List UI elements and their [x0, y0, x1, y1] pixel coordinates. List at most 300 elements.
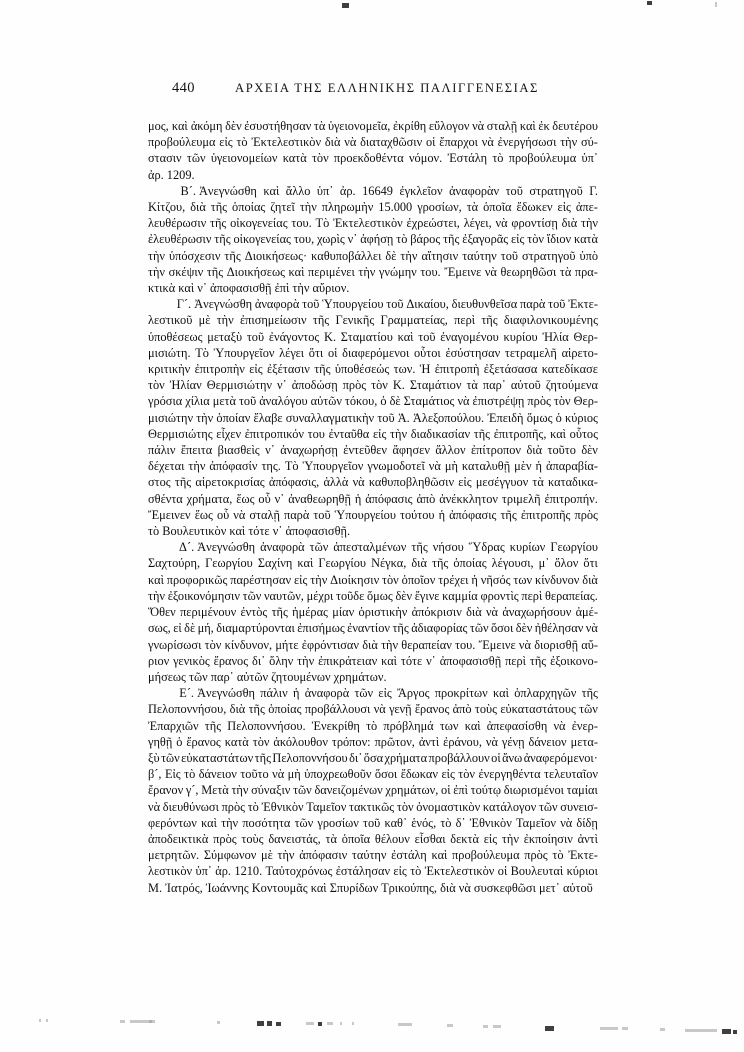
word: ἡ — [438, 507, 446, 522]
word: παρὰ — [520, 297, 546, 312]
word: καὶ — [397, 329, 414, 344]
word: ἡ — [471, 572, 478, 587]
word: Ἐκτε- — [568, 297, 598, 312]
word: τῆς — [224, 248, 241, 263]
word: αἱρετο- — [561, 345, 598, 360]
word: αὔ- — [581, 637, 598, 652]
word: πρα- — [574, 264, 598, 279]
word: τὴν — [297, 653, 315, 668]
word: χρημάτων, — [385, 783, 439, 798]
text-line — [148, 507, 598, 523]
word: δὲν — [581, 443, 598, 458]
text-line — [148, 620, 598, 636]
word: οὗ — [258, 491, 271, 506]
word: μετὰ — [212, 394, 236, 409]
word: τὴν — [196, 410, 214, 425]
word: ὑγειονομείων — [210, 151, 278, 166]
word: Διοίκησιν — [330, 572, 380, 587]
word: Θερ- — [573, 329, 598, 344]
word: δὲν — [395, 588, 413, 603]
word: εἰς — [249, 362, 263, 377]
word: ὑπ᾽ — [316, 183, 334, 198]
word: Τὸ — [195, 345, 209, 360]
word: τῶν — [469, 621, 489, 636]
word: ὁποίας — [268, 702, 302, 717]
word: ὅσα — [363, 750, 384, 765]
paragraph-indent — [148, 539, 174, 555]
word: καὶ — [431, 848, 448, 863]
word: καὶ — [148, 572, 164, 587]
word: φροντὶς — [480, 588, 519, 603]
word: ὑπ᾽ — [581, 151, 598, 166]
word: 15.000 — [378, 200, 413, 215]
word: εἰς — [557, 200, 571, 215]
word: νὰ — [485, 605, 499, 620]
word: τὴν — [560, 135, 578, 150]
word: Γεωργίου — [550, 540, 598, 555]
word: ἐντὸς — [240, 605, 268, 620]
word: διαφερόμενοι — [342, 345, 410, 360]
text-line — [148, 782, 598, 798]
word: μεσέγγυον — [475, 475, 529, 490]
word: πάλιν — [148, 443, 176, 458]
scan-artifact — [120, 1020, 125, 1023]
word: ἀναχωρήσῃ — [280, 443, 338, 458]
text-line — [148, 264, 598, 280]
text-line — [148, 604, 598, 620]
word: πρὸς — [524, 848, 548, 863]
word: ἄνω — [502, 750, 523, 765]
word: τακτικῶς — [349, 799, 395, 814]
word: ἡ — [292, 686, 300, 701]
word: Θερ- — [573, 394, 598, 409]
word: διὰ — [466, 605, 482, 620]
scan-artifact — [39, 1019, 41, 1022]
word: ἔλαβε — [253, 410, 283, 425]
word: ἀποφασισθῇ — [439, 653, 502, 668]
text-line — [148, 555, 598, 571]
word: χρήματα — [384, 750, 428, 765]
text-line — [148, 685, 598, 701]
word: Ἠλίαν — [169, 378, 202, 393]
word: ἐπιτροπὴ — [434, 362, 480, 377]
word: ἐπιτροπικόν — [244, 426, 304, 441]
word: παρὰ — [283, 507, 310, 522]
word: καθ᾽ — [384, 815, 408, 830]
scan-artifact — [318, 1022, 322, 1026]
word: νὰ — [472, 119, 485, 133]
word: τὰ — [466, 200, 479, 215]
word: ἐξέτασιν — [267, 362, 310, 377]
word: μεταξὺ — [207, 329, 243, 344]
word: ἔδωκεν — [516, 200, 553, 215]
word: οἰκογενείας — [233, 232, 291, 247]
word: νὰ — [352, 475, 365, 490]
word: τῆς — [431, 556, 449, 571]
word: ἐχρεώστει, — [406, 216, 460, 231]
word: τὸ — [492, 151, 504, 166]
word: γνωρίσωσι — [148, 637, 202, 652]
word: οἱ — [441, 783, 451, 798]
word: τὸν — [527, 232, 544, 247]
word: Ὅθεν — [148, 605, 176, 620]
word: τῆς — [481, 313, 498, 328]
word: τῆς — [204, 718, 222, 733]
word: τοῦ — [238, 394, 257, 409]
word: ὅμως — [366, 588, 393, 603]
word: τριμελῆ — [501, 491, 541, 506]
word: Ὑπουργείου — [334, 507, 396, 522]
word: ἀπόφασιν — [299, 848, 348, 863]
word: τὰ — [466, 378, 478, 393]
word: σως, — [148, 621, 171, 636]
word: δὲν — [515, 621, 533, 636]
word: ἀντὶ — [418, 734, 440, 749]
word: ἐπὶ — [453, 783, 468, 798]
word: ἐράνου, — [443, 734, 482, 749]
word: Νέγκα, — [371, 556, 407, 571]
word: τοῦ — [548, 297, 566, 312]
word: τοῦ — [363, 815, 381, 830]
word: τῶν — [538, 799, 558, 814]
word: ὑποθέσεώς — [334, 362, 390, 377]
word: ὁποῖα — [483, 200, 512, 215]
word: πρόβλημά — [383, 718, 434, 733]
word: ἀρ. — [339, 183, 356, 198]
word: σταλῇ — [486, 119, 518, 133]
word: φερόντων — [148, 815, 197, 830]
word: λέγει, — [463, 216, 492, 231]
word: ν᾽ — [274, 491, 285, 506]
word: ἀμέ- — [575, 605, 598, 620]
word: ἀπόφασις, — [268, 475, 320, 490]
scan-artifact — [545, 1026, 554, 1031]
word: τὸ — [410, 864, 422, 879]
word: τὰ — [559, 264, 572, 279]
word: ἀποδεικτικὰ — [148, 831, 209, 846]
word: πρὸς — [221, 799, 246, 814]
text-line — [148, 215, 598, 231]
scan-artifact — [733, 1030, 737, 1034]
word: ἀφήσῃ — [360, 232, 394, 247]
word: Θερμισιώτης — [148, 426, 213, 441]
word: τούτου — [400, 507, 435, 522]
word: καθυποβληθῶσιν — [368, 475, 455, 490]
word: Δικαίου, — [406, 297, 449, 312]
word: τὸ — [440, 815, 452, 830]
word: της. — [261, 459, 281, 474]
word: καὶ — [464, 718, 481, 733]
word: παρ᾽ — [482, 378, 506, 393]
word: τῆς — [392, 621, 409, 636]
word: εἰς — [511, 232, 525, 247]
word: τῆς — [473, 426, 491, 441]
word: συναλλαγματικὴν — [285, 410, 375, 425]
text-line — [148, 750, 598, 766]
word: προφορικῶς — [166, 572, 228, 587]
word: πρὸς — [213, 831, 237, 846]
paragraph — [148, 685, 598, 896]
running-title: ΑΡΧΕΙΑ ΤΗΣ ΕΛΛΗΝΙΚΗΣ ΠΑΛΙΓΓΕΝΕΣΙΑΣ — [235, 81, 539, 95]
word: μ᾽ — [538, 556, 550, 571]
word: ἐφρόντισαν — [301, 637, 359, 652]
word: σταλῇ — [249, 507, 280, 522]
word: ζητεῖ — [270, 200, 295, 215]
word: ἀπεσταλμένων — [333, 540, 407, 555]
word: τρέχει — [438, 572, 469, 587]
scan-artifact — [257, 1021, 264, 1026]
word: τὸ — [236, 135, 248, 150]
text-line — [148, 637, 598, 653]
scan-artifact — [267, 1021, 272, 1026]
paragraph — [148, 183, 598, 296]
word: βάρος — [410, 232, 441, 247]
word: πρὸς — [342, 378, 367, 393]
word: θεραπείας. — [544, 588, 598, 603]
word: Ἐπαρχιῶν — [148, 718, 199, 733]
word: τὸν — [396, 799, 414, 814]
word: 1210. — [234, 864, 263, 879]
word: Ἔμεινε — [444, 264, 482, 279]
word: ἐναντίον — [347, 621, 391, 636]
word: λευθέρωσιν — [148, 216, 207, 231]
word: τὸν — [148, 378, 165, 393]
word: ὑπὸ — [579, 248, 598, 263]
word: τὰ — [313, 119, 326, 133]
text-line: μήσεως τῶν παρ᾽ αὐτῶν ζητουμένων χρημάτων. — [148, 669, 387, 684]
word: ν᾽ — [426, 653, 436, 668]
word: ἀπόφασίν — [209, 459, 258, 474]
scan-artifact — [340, 1022, 342, 1025]
word: ἀναφορὰ — [254, 297, 300, 312]
word: Σαχίνη — [257, 556, 293, 571]
word: γενῇ — [389, 702, 412, 717]
word: ἡμέρας — [292, 605, 328, 620]
scan-artifact — [622, 1027, 628, 1030]
word: τὴν — [148, 264, 165, 279]
word: λεστικοῦ — [148, 313, 193, 328]
word: ἀπόφασις — [449, 507, 497, 522]
word: γηθῇ — [148, 734, 173, 749]
word: τοῦ — [386, 297, 404, 312]
word: ἐκποίησιν — [523, 831, 573, 846]
word: ὁριστικὴν — [358, 605, 408, 620]
paragraph-indent — [148, 296, 174, 312]
scan-artifact — [306, 1022, 314, 1025]
text-line: Μ. Ἰατρός, Ἰωάννης Κοντουμᾶς καὶ Σπυρίδων Τρικούπης, διὰ νὰ συσκεφθῶσι μετ᾽ αὐτοῦ — [148, 880, 593, 895]
word: ὅσοι — [490, 621, 514, 636]
word: τῶν — [294, 815, 314, 830]
word: ἄφησεν — [392, 443, 430, 458]
word: τῆς — [214, 232, 231, 247]
word: τῆς — [500, 507, 517, 522]
word: κατὰ — [573, 232, 598, 247]
word: διωρισμένοι — [503, 783, 564, 798]
word: διὰ — [582, 572, 598, 587]
word: γνώμην — [378, 264, 417, 279]
word: χρήματα, — [186, 491, 233, 506]
word: διὰ — [229, 702, 246, 717]
word: δ᾽ — [455, 815, 466, 830]
word: Σταματίου — [340, 329, 393, 344]
word: τῶν — [186, 151, 206, 166]
word: τούτῳ — [470, 783, 502, 798]
scan-artifact — [647, 1, 652, 5]
text-line: κτικὰ καὶ ν᾽ ἀποφασισθῇ ἐπὶ τὴν αὔριον. — [148, 281, 350, 296]
running-head — [0, 80, 744, 102]
word: γροσίων, — [417, 200, 462, 215]
word: τρόπον: — [331, 734, 371, 749]
scan-artifact — [342, 3, 349, 8]
word: θέλουν — [374, 831, 410, 846]
word: τὸν — [371, 378, 388, 393]
word: εἶσθαι — [414, 831, 446, 846]
word: ἠθέλησαν — [534, 621, 584, 636]
word: διορισθῇ — [534, 637, 579, 652]
word: τῆς — [581, 686, 598, 701]
word: ἐγκλεῖον — [399, 183, 443, 198]
word: καταλυθῇ — [461, 459, 511, 474]
word: Ἀλεξοπούλου. — [412, 410, 485, 425]
word: σκέψιν — [168, 264, 204, 279]
word: οὗτοι — [414, 345, 441, 360]
word: του — [307, 426, 325, 441]
word: Ὕδρας — [468, 540, 505, 555]
scan-artifact — [398, 1023, 412, 1026]
word: του. — [291, 216, 312, 231]
word: ἐσυστήθησαν — [244, 119, 312, 133]
word: κίνδυνον, — [224, 637, 273, 652]
word: ὑπ᾽ — [195, 864, 212, 879]
text-line — [148, 426, 598, 442]
word: τῆς — [248, 702, 265, 717]
word: των — [439, 718, 459, 733]
scan-artifact — [600, 1027, 618, 1030]
body-text — [148, 118, 598, 896]
word: Τὸ — [315, 216, 330, 231]
word: εὐκαταστάτων — [181, 750, 254, 765]
word: παρέστησαν — [230, 572, 292, 587]
word: διαταχθῶσιν — [360, 135, 423, 150]
word: γνωμοδοτεῖ — [367, 459, 425, 474]
word: ἐπιστρέψῃ — [472, 394, 525, 409]
word: τοῦ — [246, 329, 265, 344]
word: Πελοποννήσου. — [227, 718, 306, 733]
word: πληρωμὴν — [321, 200, 374, 215]
word: νὰ — [148, 799, 161, 814]
word: αἴτησιν — [421, 248, 459, 263]
scan-artifact — [483, 1025, 488, 1028]
word: ὁποίας — [453, 556, 487, 571]
word: ἐπισήμως — [297, 621, 345, 636]
word: ὅλον — [554, 556, 579, 571]
word: Ὑπουργεῖον — [213, 345, 275, 360]
text-line — [148, 474, 598, 490]
word: νὰ — [373, 702, 386, 717]
word: γενικὸς — [173, 653, 210, 668]
word: τῶν — [161, 750, 180, 765]
word: τότε — [400, 653, 423, 668]
word: εἰς — [458, 475, 472, 490]
text-line — [148, 766, 598, 782]
scan-artifact — [685, 1029, 717, 1032]
word: ὅλην — [269, 653, 294, 668]
word: τοῦ — [418, 329, 436, 344]
word: λεστικὸν — [148, 864, 193, 879]
word: ἑνός, — [411, 815, 437, 830]
word: στος — [148, 475, 171, 490]
word: ἐπισημείωσιν — [239, 313, 307, 328]
word: ἐνάγοντος — [268, 329, 320, 344]
word: μὴ — [444, 459, 458, 474]
word: ὁ — [380, 394, 387, 409]
word: καὶ — [381, 653, 397, 668]
word: ὅσοι — [374, 767, 398, 782]
word: Γενικῆς — [335, 313, 375, 328]
word: τῶν — [309, 540, 329, 555]
word: τὴν — [310, 572, 328, 587]
word: πρὸς — [527, 394, 551, 409]
word: τῆς — [254, 750, 271, 765]
word: ναυτῶν, — [263, 588, 304, 603]
word: ν᾽ — [277, 378, 287, 393]
word: νὰ — [428, 459, 441, 474]
text-line: ἀρ. 1209. — [148, 167, 195, 182]
word: ἀπὸ — [452, 702, 472, 717]
word: νὰ — [233, 507, 246, 522]
text-line — [148, 491, 598, 507]
scan-artifact — [46, 1019, 48, 1022]
word: Ἐκτελεστικὸν — [333, 216, 403, 231]
word: τῆς — [206, 264, 224, 279]
word: τὸν — [252, 734, 270, 749]
word: ὑγειονομεῖα, — [327, 119, 391, 133]
word: ὁπλαρχηγῶν — [514, 686, 577, 701]
word: νὰ — [518, 637, 531, 652]
word: Ἀ. — [397, 410, 410, 425]
word: ἐξοικονόμησιν — [167, 588, 240, 603]
word: τὴν — [581, 216, 598, 231]
word: τὴν — [216, 313, 234, 328]
word: ἀποδώσῃ — [291, 378, 338, 393]
word: Ὑπουργεῖον — [302, 459, 364, 474]
word: ἐλευθέρωσιν — [148, 232, 212, 247]
word: μὲ — [198, 313, 211, 328]
word: ἐκ — [538, 119, 550, 133]
text-line — [148, 831, 598, 847]
word: ἀκόλουθον — [273, 734, 328, 749]
word: ὅμως — [526, 410, 553, 425]
word: νῆσός — [480, 572, 511, 587]
word: θεωρηθῶσι — [500, 264, 557, 279]
word: Ὑπουργείου — [322, 297, 384, 312]
word: Γραμματείας, — [380, 313, 448, 328]
word: καὶ — [288, 264, 305, 279]
word: τὴν — [501, 831, 519, 846]
scan-artifact — [217, 1021, 220, 1024]
word: Ἠλία — [542, 329, 569, 344]
word: οἰκογενείας — [230, 216, 288, 231]
word: εὐκαταστάτους — [500, 702, 576, 717]
word: τὸν — [311, 151, 329, 166]
word: εἰς — [378, 686, 392, 701]
word: ὑποχρεωθοῦν — [304, 767, 372, 782]
word: τὴν — [277, 848, 295, 863]
word: μὲ — [261, 848, 273, 863]
word: βιασθεὶς — [217, 443, 260, 458]
word: Γ´. Ἀνεγνώσθη — [176, 297, 253, 312]
word: ἄλλον — [435, 443, 466, 458]
